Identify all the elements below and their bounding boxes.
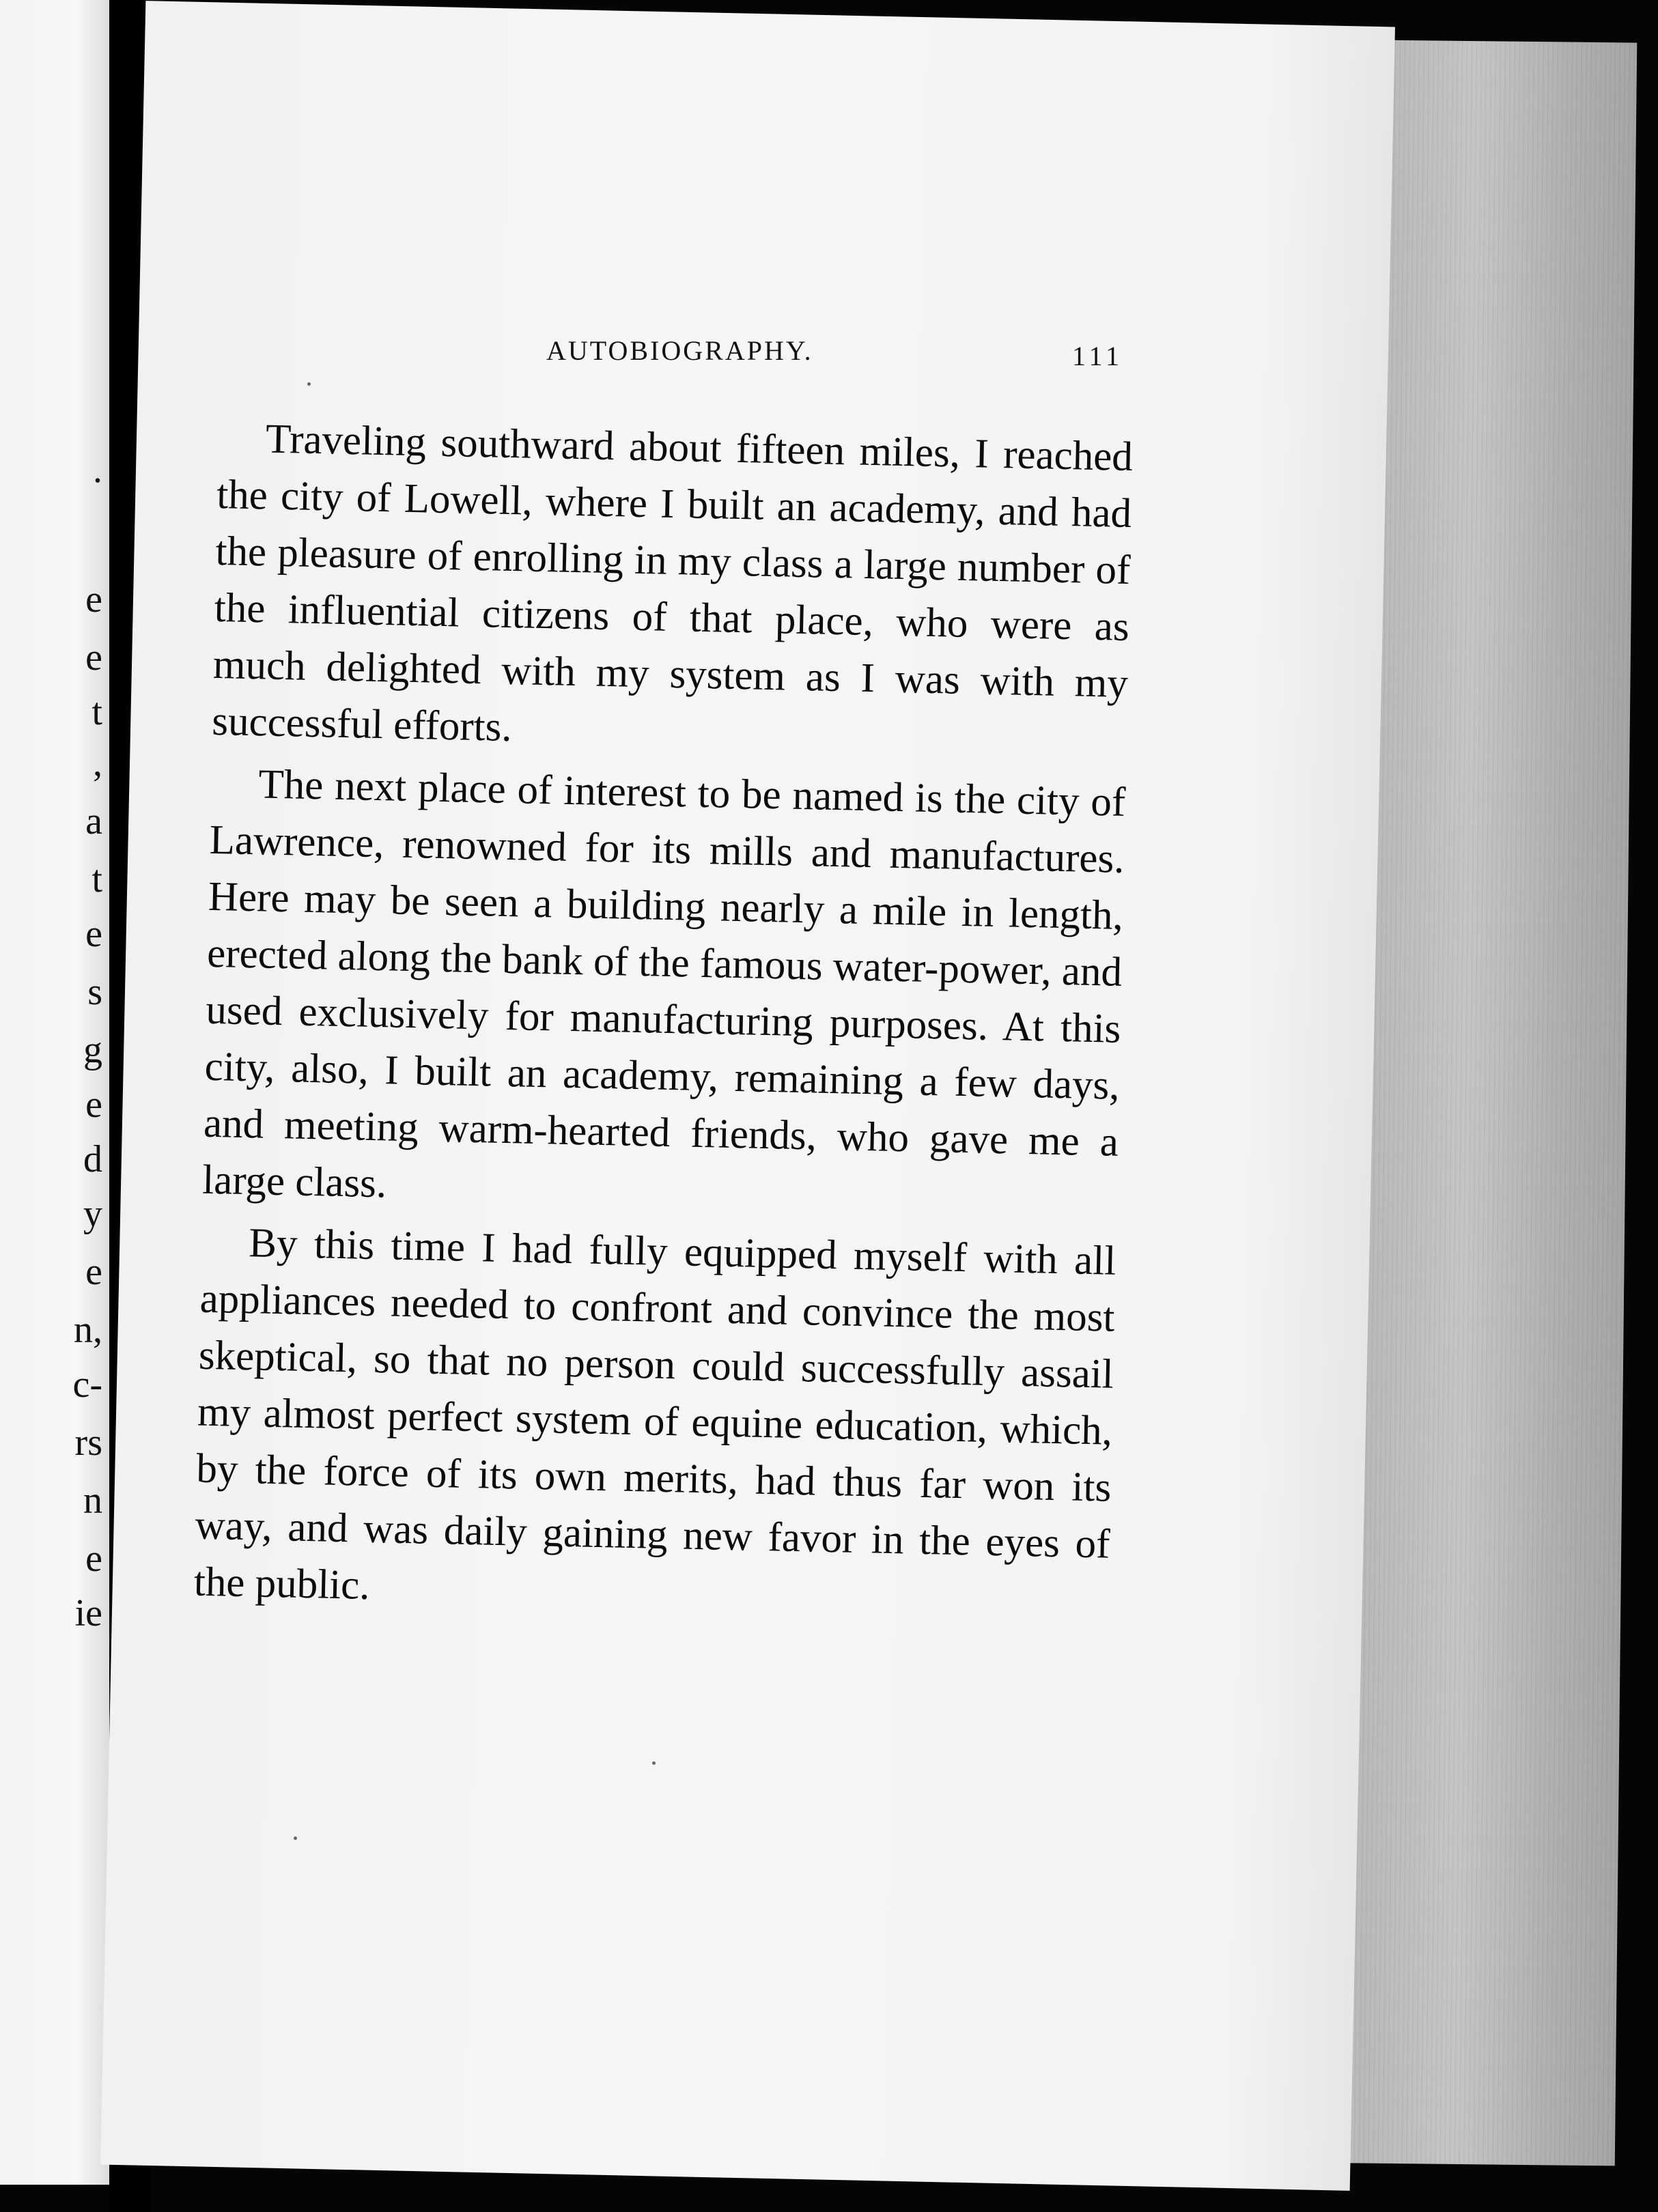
paragraph: The next place of interest to be named is the city of Lawrence, renowned for its mills and manufactures. Here may be seen a building nearly a mile in length, erected along the bank of the famous water-power, and used exclusively for manufacturing purposes. At this city, also, I built an academy, remaining a few days, and meeting warm-hearted friends, who gave me a large class. [201,761,1126,1207]
page-number: 111 [1072,341,1124,371]
previous-page-fragment: e [85,1537,102,1580]
previous-page-fragment: n, [74,1309,102,1351]
previous-page-fragment: e [85,913,102,955]
paragraph: Traveling southward about fifteen miles, I reached the city of Lowell, where I built an academy, and had the pleasure of enrolling in my class a large number of the influential citizens of that place, who were as much delighted with my system as I was with my successful efforts. [211,416,1134,751]
previous-page-fragment: g [83,1029,102,1071]
previous-page-fragment: t [92,858,102,901]
paper-speck [294,1837,297,1840]
previous-page-fragment: rs [74,1421,102,1464]
previous-page-fragment: d [83,1138,102,1180]
previous-page-edge [0,0,109,2185]
paper-speck [307,382,311,386]
page-body [193,410,1134,1635]
previous-page-fragment: e [85,1251,102,1293]
previous-page-fragment: t [92,691,102,733]
paragraph: By this time I had fully equipped myself with all appliances needed to confront and convince the most skeptical, so that no person could successfully assail my almost perfect system of equine education, which, by the force of its own merits, had thus far won its way, and was daily gaining new favor in the eyes of the public. [193,1220,1116,1609]
running-title: AUTOBIOGRAPHY. [546,335,813,366]
previous-page-fragment: n [83,1479,102,1522]
previous-page-fragment: , [93,742,102,784]
previous-page-fragment: e [85,636,102,679]
previous-page-fragment: c- [72,1363,102,1406]
previous-page-fragment: e [85,578,102,621]
previous-page-fragment: ie [74,1592,102,1634]
previous-page-fragment: s [87,971,102,1013]
previous-page-fragment: . [93,449,102,491]
previous-page-fragment: y [83,1193,102,1235]
previous-page-fragment: a [85,800,102,842]
previous-page-fragment: e [85,1083,102,1126]
paper-speck [652,1761,656,1765]
